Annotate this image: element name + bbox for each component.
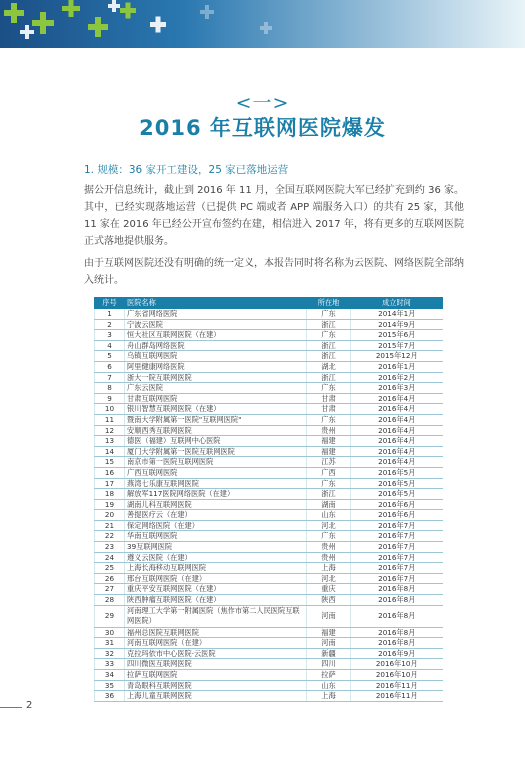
table-row (95, 309, 443, 320)
row-location: 广东 (307, 383, 351, 394)
table-row (95, 531, 443, 542)
row-index: 18 (95, 489, 125, 500)
row-index: 34 (95, 670, 125, 681)
section-heading: <一> (235, 92, 290, 114)
row-location: 广东 (307, 330, 351, 341)
hospital-table (94, 297, 443, 702)
table-row (95, 414, 443, 425)
row-index: 36 (95, 691, 125, 702)
header-location: 所在地 (307, 298, 351, 309)
row-hospital-name: 阿里健康网络医院 (125, 361, 307, 372)
row-hospital-name: 安顺西秀互联网医院 (125, 425, 307, 436)
row-founded: 2016年7月 (351, 573, 443, 584)
row-index: 11 (95, 414, 125, 425)
row-founded: 2016年4月 (351, 446, 443, 457)
row-hospital-name: 邢台互联网医院（在建） (125, 573, 307, 584)
table-row (95, 436, 443, 447)
row-index: 33 (95, 659, 125, 670)
table-row (95, 478, 443, 489)
paragraph-definition: 由于互联网医院还没有明确的统一定义，本报告同时将名称为云医院、网络医院全部纳入统计。 (84, 258, 464, 286)
table-row (95, 605, 443, 627)
table-row (95, 489, 443, 500)
row-hospital-name: 恒大社区互联网医院（在建） (125, 330, 307, 341)
header-cross-pattern (0, 0, 525, 48)
row-founded: 2015年6月 (351, 330, 443, 341)
table-row (95, 393, 443, 404)
table-row (95, 648, 443, 659)
page-title: 2016 年互联网医院爆发 (139, 116, 386, 140)
row-hospital-name: 重庆平安互联网医院（在建） (125, 584, 307, 595)
row-index: 35 (95, 680, 125, 691)
row-location: 陕西 (307, 595, 351, 606)
row-index: 25 (95, 563, 125, 574)
row-location: 广西 (307, 467, 351, 478)
table-row (95, 520, 443, 531)
row-hospital-name: 银川智慧互联网医院（在建） (125, 404, 307, 415)
table-row (95, 330, 443, 341)
row-location: 江苏 (307, 457, 351, 468)
row-hospital-name: 陕西肿瘤互联网医院（在建） (125, 595, 307, 606)
row-hospital-name: 厦门大学附属第一医院互联网医院 (125, 446, 307, 457)
row-location: 贵州 (307, 552, 351, 563)
row-hospital-name: 保定网络医院（在建） (125, 520, 307, 531)
row-founded: 2014年1月 (351, 309, 443, 320)
table-row (95, 670, 443, 681)
row-hospital-name: 拉萨互联网医院 (125, 670, 307, 681)
row-index: 27 (95, 584, 125, 595)
row-hospital-name: 四川微医互联网医院 (125, 659, 307, 670)
table-row (95, 383, 443, 394)
row-location: 贵州 (307, 542, 351, 553)
row-location: 湖北 (307, 361, 351, 372)
row-hospital-name: 德医（福建）互联网中心医院 (125, 436, 307, 447)
row-founded: 2016年6月 (351, 499, 443, 510)
row-location: 浙江 (307, 351, 351, 362)
row-hospital-name: 遵义云医院（在建） (125, 552, 307, 563)
row-location: 湖南 (307, 499, 351, 510)
row-location: 广东 (307, 531, 351, 542)
row-founded: 2014年9月 (351, 319, 443, 330)
row-location: 河北 (307, 520, 351, 531)
sub-heading: 1. 规模：36 家开工建设，25 家已落地运营 (84, 164, 289, 176)
row-hospital-name: 解放军117医院网络医院（在建） (125, 489, 307, 500)
table-row (95, 573, 443, 584)
row-index: 28 (95, 595, 125, 606)
row-founded: 2015年12月 (351, 351, 443, 362)
table-row (95, 372, 443, 383)
row-hospital-name: 燕湾七乐康互联网医院 (125, 478, 307, 489)
row-founded: 2016年8月 (351, 605, 443, 627)
row-hospital-name: 青岛眼科互联网医院 (125, 680, 307, 691)
row-founded: 2016年8月 (351, 584, 443, 595)
row-hospital-name: 善提医疗云（在建） (125, 510, 307, 521)
row-location: 重庆 (307, 584, 351, 595)
row-location: 浙江 (307, 340, 351, 351)
row-index: 17 (95, 478, 125, 489)
row-founded: 2016年10月 (351, 670, 443, 681)
row-founded: 2016年5月 (351, 467, 443, 478)
row-location: 福建 (307, 627, 351, 638)
row-founded: 2016年7月 (351, 531, 443, 542)
row-founded: 2016年4月 (351, 425, 443, 436)
row-location: 甘肃 (307, 393, 351, 404)
row-founded: 2016年9月 (351, 648, 443, 659)
row-founded: 2016年11月 (351, 680, 443, 691)
row-hospital-name: 上海儿童互联网医院 (125, 691, 307, 702)
row-location: 拉萨 (307, 670, 351, 681)
row-location: 浙江 (307, 319, 351, 330)
row-location: 上海 (307, 691, 351, 702)
row-location: 河南 (307, 605, 351, 627)
row-index: 29 (95, 605, 125, 627)
row-founded: 2016年4月 (351, 404, 443, 415)
row-index: 2 (95, 319, 125, 330)
row-index: 7 (95, 372, 125, 383)
row-location: 广东 (307, 414, 351, 425)
page-number: 2 (26, 700, 33, 711)
row-index: 19 (95, 499, 125, 510)
row-location: 山东 (307, 510, 351, 521)
row-hospital-name: 华南互联网医院 (125, 531, 307, 542)
row-index: 15 (95, 457, 125, 468)
row-hospital-name: 河南互联网医院（在建） (125, 638, 307, 649)
row-location: 河南 (307, 638, 351, 649)
table-row (95, 563, 443, 574)
table-row (95, 457, 443, 468)
row-hospital-name: 浙大一院互联网医院 (125, 372, 307, 383)
row-index: 5 (95, 351, 125, 362)
row-founded: 2016年4月 (351, 457, 443, 468)
table-row (95, 627, 443, 638)
header-decoration (0, 0, 525, 48)
row-location: 贵州 (307, 425, 351, 436)
row-hospital-name: 南京市第一医院互联网医院 (125, 457, 307, 468)
row-hospital-name: 广西互联网医院 (125, 467, 307, 478)
row-founded: 2016年4月 (351, 414, 443, 425)
header-founded: 成立时间 (351, 298, 443, 309)
row-location: 广东 (307, 478, 351, 489)
row-founded: 2016年7月 (351, 520, 443, 531)
header-index: 序号 (95, 298, 125, 309)
row-index: 20 (95, 510, 125, 521)
row-index: 23 (95, 542, 125, 553)
row-index: 26 (95, 573, 125, 584)
row-founded: 2016年4月 (351, 393, 443, 404)
table-row (95, 351, 443, 362)
row-index: 31 (95, 638, 125, 649)
row-location: 福建 (307, 446, 351, 457)
row-hospital-name: 湖南儿科互联网医院 (125, 499, 307, 510)
row-index: 4 (95, 340, 125, 351)
row-location: 山东 (307, 680, 351, 691)
row-index: 16 (95, 467, 125, 478)
row-index: 6 (95, 361, 125, 372)
row-location: 浙江 (307, 372, 351, 383)
row-founded: 2016年7月 (351, 563, 443, 574)
row-index: 30 (95, 627, 125, 638)
header-hospital-name: 医院名称 (125, 298, 307, 309)
paragraph-statistics: 据公开信息统计，截止到 2016 年 11 月，全国互联网医院大军已经扩充到约 36 家。其中，已经实现落地运营（已提供 PC 端或者 APP 端服务入口）的共有 25 家，其他 11 家在 2016 年已经公开宣布签约在建，相信进入 2017 年，将有更多的互联网医院正式落地提供服务。 (84, 185, 464, 247)
row-location: 福建 (307, 436, 351, 447)
row-founded: 2016年6月 (351, 510, 443, 521)
row-founded: 2016年10月 (351, 659, 443, 670)
row-location: 浙江 (307, 489, 351, 500)
row-founded: 2016年11月 (351, 691, 443, 702)
row-index: 24 (95, 552, 125, 563)
row-founded: 2016年5月 (351, 489, 443, 500)
row-hospital-name: 舟山群岛网络医院 (125, 340, 307, 351)
row-founded: 2016年8月 (351, 595, 443, 606)
table-body (95, 309, 443, 702)
table-row (95, 319, 443, 330)
row-location: 广东 (307, 309, 351, 320)
table-row (95, 361, 443, 372)
row-index: 3 (95, 330, 125, 341)
row-index: 21 (95, 520, 125, 531)
row-index: 14 (95, 446, 125, 457)
row-index: 12 (95, 425, 125, 436)
row-location: 上海 (307, 563, 351, 574)
row-founded: 2016年8月 (351, 627, 443, 638)
table-row (95, 404, 443, 415)
row-index: 9 (95, 393, 125, 404)
table-row (95, 691, 443, 702)
table-row (95, 425, 443, 436)
row-founded: 2016年2月 (351, 372, 443, 383)
row-founded: 2016年3月 (351, 383, 443, 394)
row-location: 新疆 (307, 648, 351, 659)
row-location: 河北 (307, 573, 351, 584)
row-hospital-name: 广东省网络医院 (125, 309, 307, 320)
row-founded: 2015年7月 (351, 340, 443, 351)
table-row (95, 510, 443, 521)
table-row (95, 499, 443, 510)
table-row (95, 659, 443, 670)
row-index: 13 (95, 436, 125, 447)
table-row (95, 595, 443, 606)
row-founded: 2016年7月 (351, 542, 443, 553)
row-index: 32 (95, 648, 125, 659)
row-location: 甘肃 (307, 404, 351, 415)
row-index: 10 (95, 404, 125, 415)
row-hospital-name: 39互联网医院 (125, 542, 307, 553)
row-hospital-name: 河南理工大学第一附属医院（焦作市第二人民医院互联网医院） (125, 605, 307, 627)
row-hospital-name: 广东云医院 (125, 383, 307, 394)
table-row (95, 467, 443, 478)
table-row (95, 680, 443, 691)
row-hospital-name: 甘肃互联网医院 (125, 393, 307, 404)
row-hospital-name: 乌镇互联网医院 (125, 351, 307, 362)
table-row (95, 584, 443, 595)
row-index: 1 (95, 309, 125, 320)
row-founded: 2016年5月 (351, 478, 443, 489)
row-hospital-name: 上海长海移动互联网医院 (125, 563, 307, 574)
table-row (95, 638, 443, 649)
page-number-rule (0, 707, 22, 708)
table-row (95, 542, 443, 553)
row-hospital-name: 暨南大学附属第一医院"互联网医院" (125, 414, 307, 425)
row-hospital-name: 宁波云医院 (125, 319, 307, 330)
row-founded: 2016年7月 (351, 552, 443, 563)
row-founded: 2016年4月 (351, 436, 443, 447)
table-row (95, 340, 443, 351)
row-hospital-name: 福州总医院互联网医院 (125, 627, 307, 638)
row-founded: 2016年8月 (351, 638, 443, 649)
row-hospital-name: 克拉玛依市中心医院·云医院 (125, 648, 307, 659)
row-location: 四川 (307, 659, 351, 670)
table-header-row (95, 298, 443, 309)
table-row (95, 446, 443, 457)
table-row (95, 552, 443, 563)
row-index: 8 (95, 383, 125, 394)
row-index: 22 (95, 531, 125, 542)
row-founded: 2016年1月 (351, 361, 443, 372)
